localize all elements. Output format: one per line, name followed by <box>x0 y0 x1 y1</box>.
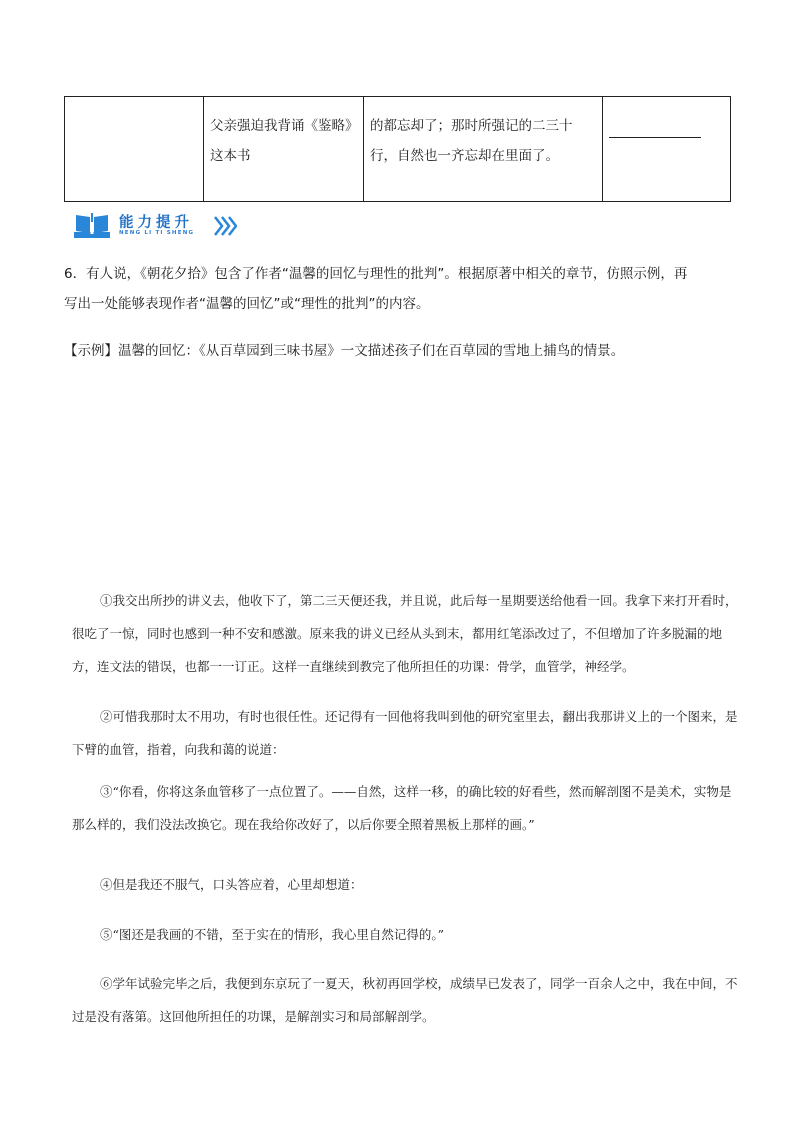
result-text: 的都忘却了；那时所强记的二三十行，自然也一齐忘却在里面了。 <box>370 118 573 164</box>
passage-paragraph-3: ③“你看，你将这条血管移了一点位置了。——自然，这样一移，的确比较的好看些，然而解剖图不是美术，实物是那么样的，我们没法改换它。现在我给你改好了，以后你要全照着黑板上那样的画。” <box>72 784 732 832</box>
passage-paragraph-1: ①我交出所抄的讲义去，他收下了，第二三天便还我，并且说，此后每一星期要送给他看一回。我拿下来打开看时，很吃了一惊，同时也感到一种不安和感激。原来我的讲义已经从头到末，都用红笔添改过了，不但增加了许多脱漏的地方，连文法的错误，也都一一订正。这样一直继续到教完了他所担任的功课：骨学，血管学，神经学。 <box>72 593 738 674</box>
question-6-line-2: 写出一处能够表现作者“温馨的回忆”或“理性的批判”的内容。 <box>64 296 430 312</box>
table-row <box>65 97 731 202</box>
passage-paragraph-5: ⑤“图还是我画的不错，至于实在的情形，我心里自然记得的。” <box>100 927 445 942</box>
question-6-example: 【示例】温馨的回忆：《从百草园到三味书屋》一文描述孩子们在百草园的雪地上捕鸟的情景。 <box>64 343 625 359</box>
table-cell-result <box>364 97 603 202</box>
banner-title: 能力提升 <box>119 215 193 231</box>
table-cell-empty <box>65 97 204 202</box>
triple-chevron-icon <box>213 215 237 237</box>
passage-paragraph-6: ⑥学年试验完毕之后，我便到东京玩了一夏天，秋初再回学校，成绩早已发表了，同学一百余人之中，我在中间，不过是没有落第。这回他所担任的功课，是解剖实习和局部解剖学。 <box>72 976 738 1024</box>
banner-pinyin: NENG LI TI SHENG <box>119 230 195 236</box>
open-book-icon <box>73 212 111 239</box>
passage-paragraph-2: ②可惜我那时太不用功，有时也很任性。还记得有一回他将我叫到他的研究室里去，翻出我那讲义上的一个图来，是下臂的血管，指着，向我和蔼的说道： <box>72 709 738 757</box>
question-6-line-1: 6．有人说，《朝花夕拾》包含了作者“温馨的回忆与理性的批判”。根据原著中相关的章节，仿照示例，再 <box>64 266 688 282</box>
section-banner <box>73 209 253 241</box>
comparison-table <box>64 96 731 202</box>
event-text: 父亲强迫我背诵《鉴略》这本书 <box>210 118 352 164</box>
answer-blank[interactable] <box>609 119 701 138</box>
table-cell-answer <box>603 97 731 202</box>
table-cell-event <box>204 97 364 202</box>
passage-paragraph-4: ④但是我还不服气，口头答应着，心里却想道： <box>100 877 363 892</box>
